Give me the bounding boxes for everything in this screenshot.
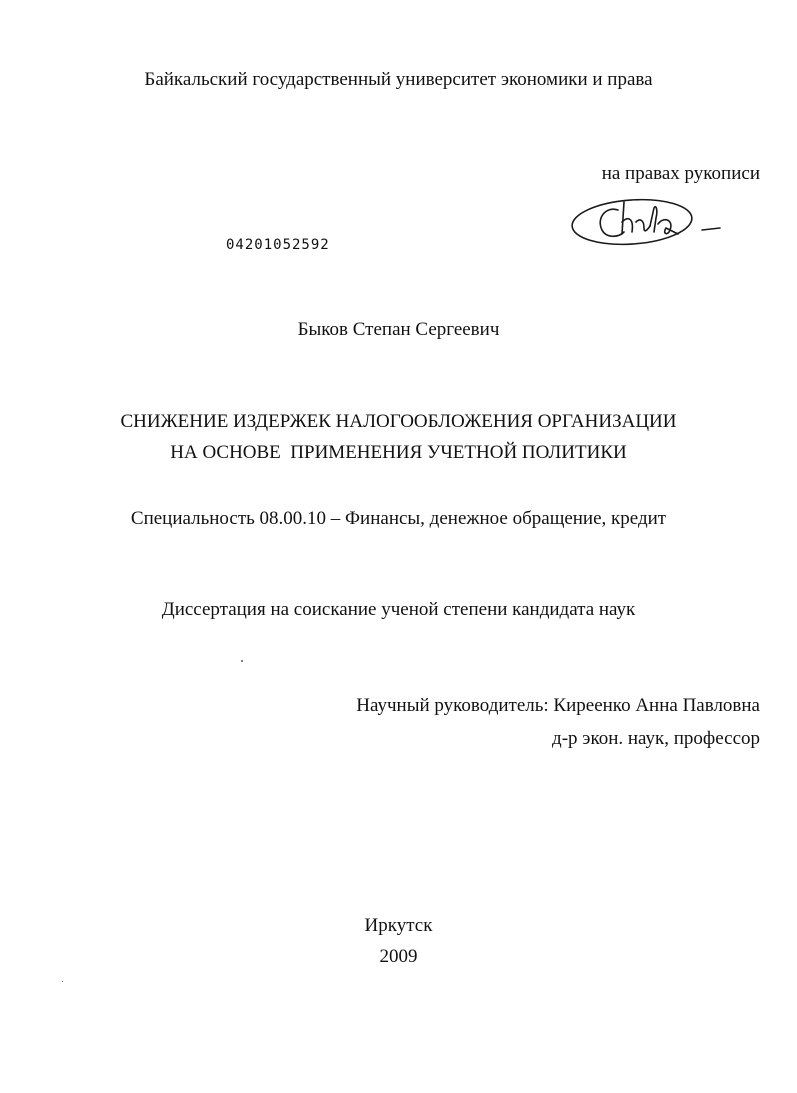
year: 2009 xyxy=(379,946,418,967)
supervisor-title: д-р экон. наук, профессор xyxy=(552,728,760,749)
author-name: Быков Степан Сергеевич xyxy=(297,319,500,340)
manuscript-note: на правах рукописи xyxy=(601,163,760,184)
city: Иркутск xyxy=(364,915,433,936)
degree-line: Диссертация на соискание ученой степени кандидата наук xyxy=(161,599,636,620)
specialty-line: Специальность 08.00.10 – Финансы, денежное обращение, кредит xyxy=(130,508,667,529)
thesis-title-line-1: СНИЖЕНИЕ ИЗДЕРЖЕК НАЛОГООБЛОЖЕНИЯ ОРГАНИЗАЦИИ xyxy=(120,411,677,432)
scan-speck xyxy=(241,660,243,662)
catalog-number: 04201052592 xyxy=(226,237,330,253)
thesis-title-line-2: НА ОСНОВЕ ПРИМЕНЕНИЯ УЧЕТНОЙ ПОЛИТИКИ xyxy=(170,442,627,463)
supervisor-line: Научный руководитель: Киреенко Анна Павловна xyxy=(356,695,760,716)
university-name: Байкальский государственный университет экономики и права xyxy=(144,69,653,90)
scan-speck xyxy=(62,981,63,982)
handwritten-signature xyxy=(566,188,731,258)
